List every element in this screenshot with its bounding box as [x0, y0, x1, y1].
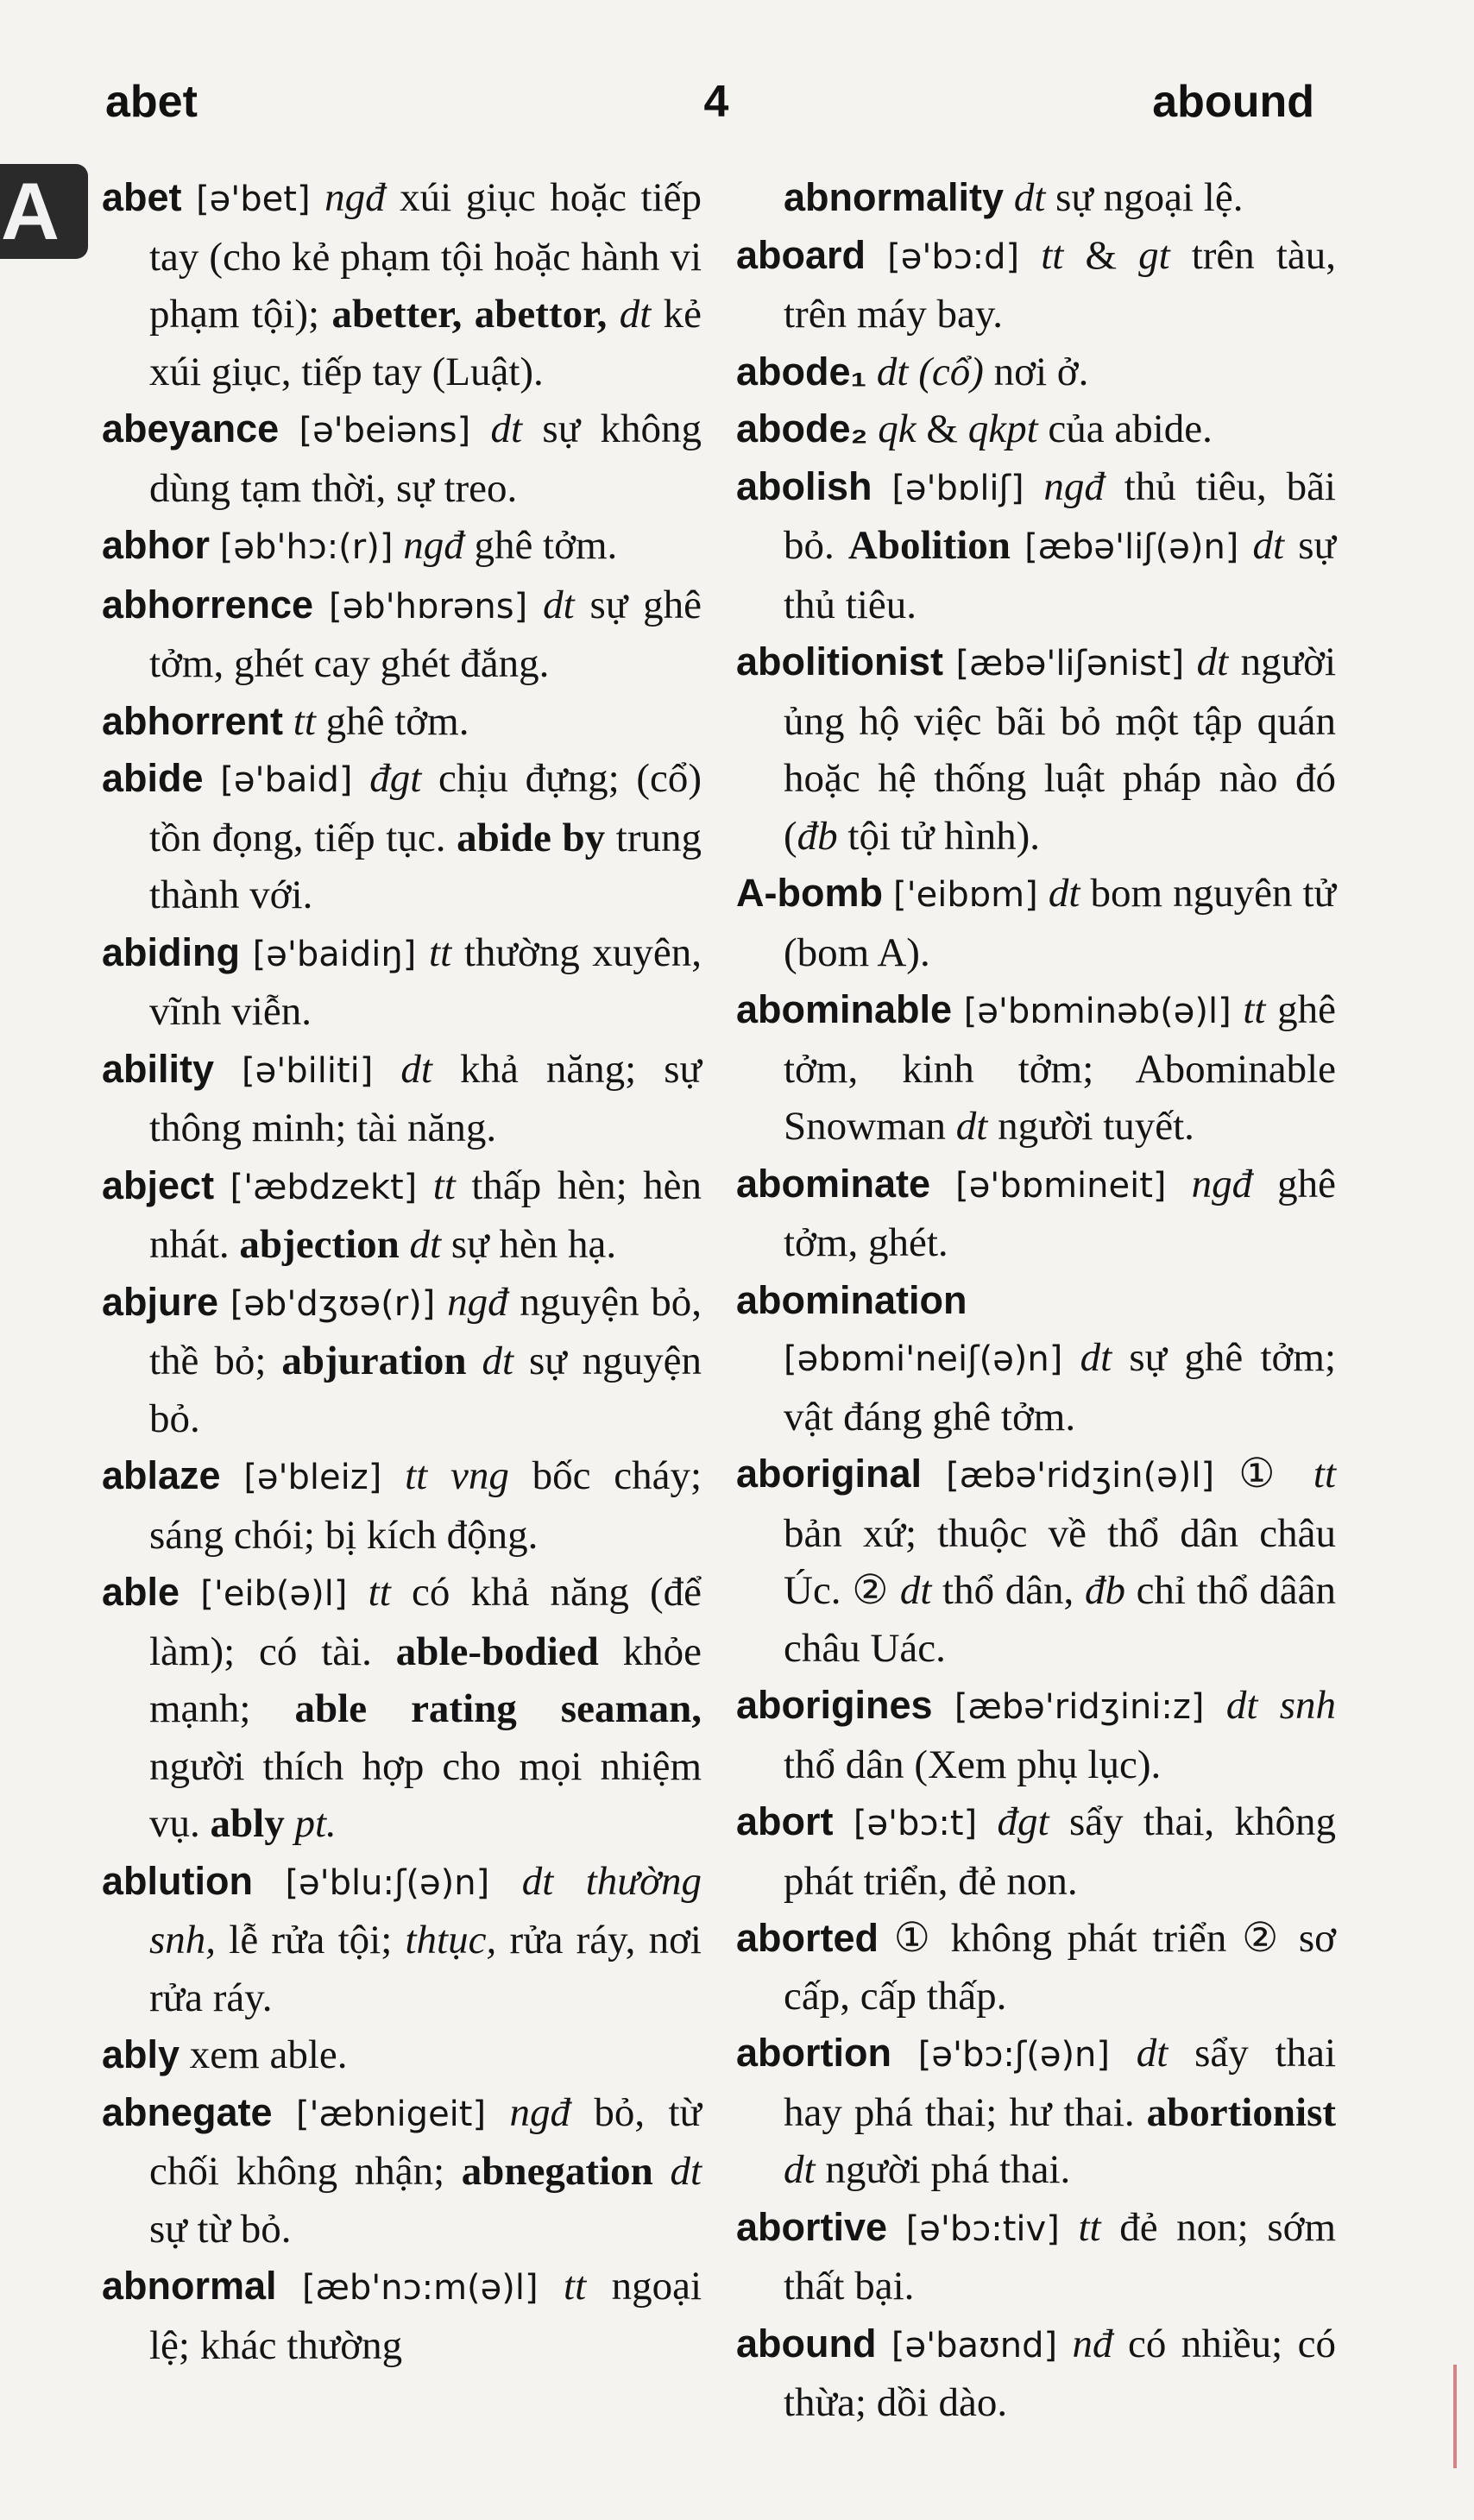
dictionary-entry [102, 2026, 702, 2084]
pronunciation: [æbə'liʃ(ə)n] [1024, 527, 1239, 567]
part-of-speech: đgt [997, 1799, 1049, 1844]
headword: ablution [102, 1858, 253, 1903]
headword: aborigines [736, 1683, 933, 1727]
pronunciation: [əb'dʒʊə(r)] [230, 1283, 436, 1324]
pronunciation: [ə'bɔ:t] [853, 1804, 978, 1843]
part-of-speech: đgt [369, 756, 422, 801]
part-of-speech: dt [543, 582, 575, 627]
dictionary-entry [736, 1272, 1336, 1446]
pronunciation: [ə'bɔ:tiv] [905, 2208, 1060, 2249]
dictionary-entry [736, 1910, 1336, 2025]
headword: ablaze [102, 1453, 221, 1497]
part-of-speech: nđ [1072, 2321, 1113, 2366]
pronunciation: ['eib(ə)l] [200, 1574, 348, 1614]
definition: sự không dùng tạm thời, sự treo. [149, 406, 702, 511]
part-of-speech: dt [521, 1858, 554, 1904]
sense-number: ② [1242, 1916, 1284, 1961]
headword: abound [736, 2321, 877, 2366]
definition: sự thủ tiêu. [784, 523, 1337, 627]
headword: abjure [102, 1279, 219, 1324]
dictionary-entry [102, 1274, 702, 1448]
sub-headword: abortionist [1146, 2089, 1337, 2135]
ampersand: & [926, 406, 958, 451]
pronunciation: [əbɒmi'neiʃ(ə)n] [784, 1339, 1063, 1379]
part-of-speech: tt [1041, 232, 1064, 278]
definition: thường xuyên, vĩnh viễn. [149, 929, 702, 1034]
dictionary-entry [102, 2084, 702, 2259]
definition: sẩy thai hay phá thai; hư thai. [784, 2031, 1336, 2135]
usage-label: vng [450, 1453, 509, 1498]
usage-label: thtục, [405, 1918, 497, 1962]
dictionary-entry [102, 693, 702, 751]
headword: able [102, 1570, 180, 1614]
headword: abhor [102, 523, 211, 567]
dictionary-entry [736, 1793, 1336, 1910]
definition: sự ghê tởm; vật đáng ghê tởm. [784, 1335, 1337, 1440]
definition: người phá thai. [825, 2147, 1071, 2192]
headword: abort [736, 1799, 834, 1843]
part-of-speech: dt [1196, 639, 1229, 684]
dictionary-entry [102, 517, 702, 576]
part-of-speech: dt [670, 2149, 702, 2194]
headword: aboard [736, 232, 866, 277]
definition: thủ tiêu, bãi bỏ. [784, 463, 1336, 568]
headword: abet [102, 175, 182, 219]
part-of-speech: dt [784, 2147, 816, 2192]
definition: ghê tởm, kinh tởm; Abominable Snowman [784, 987, 1336, 1149]
left-column [102, 169, 702, 2374]
definition: ngoại lệ; khác thường [149, 2264, 702, 2368]
pronunciation: [ə'bɔ:d] [887, 236, 1020, 277]
dictionary-entry [736, 343, 1336, 401]
part-of-speech: ngđ [403, 523, 464, 568]
definition: chịu đựng; (cổ) tồn đọng, tiếp tục. [149, 756, 702, 860]
definition: người thích hợp cho mọi nhiệm vụ. [149, 1743, 702, 1846]
definition: sẩy thai, không phát triển, đẻ non. [784, 1799, 1336, 1904]
pronunciation: [æbə'liʃənist] [955, 644, 1185, 684]
definition: người ủng hộ việc bãi bỏ một tập quán hoặc hệ thống luật pháp nào đó ( [784, 639, 1337, 859]
headword: abject [102, 1162, 215, 1207]
definition: bản xứ; thuộc về thổ dân châu Úc. [784, 1510, 1336, 1613]
definition: sự nguyện bỏ. [149, 1339, 702, 1441]
definition: thổ dân, [942, 1568, 1074, 1613]
dictionary-entry [736, 2315, 1336, 2432]
headword: abode₁ [736, 349, 867, 394]
part-of-speech: pt. [294, 1801, 337, 1846]
definition: tội tử hình). [847, 813, 1041, 859]
pronunciation: [ə'baidiŋ] [252, 934, 417, 974]
pronunciation: [ə'bleiz] [243, 1458, 382, 1497]
headword: abeyance [102, 406, 280, 450]
usage-label: thường snh, [149, 1858, 702, 1962]
dictionary-entry [736, 458, 1336, 634]
definition: có nhiều; có thừa; dồi dào. [784, 2321, 1337, 2425]
pronunciation: [ə'bet] [196, 180, 311, 219]
usage-label: đb [1084, 1568, 1125, 1613]
pronunciation: [ə'bɔ:ʃ(ə)n] [917, 2035, 1111, 2075]
part-of-speech: ngđ [509, 2089, 570, 2135]
sub-headword: able-bodied [395, 1629, 599, 1674]
part-of-speech: dt [400, 1046, 432, 1092]
definition: chỉ thổ dâân châu Uác. [784, 1568, 1337, 1671]
definition: có khả năng (để làm); có tài. [149, 1570, 702, 1674]
pronunciation: [ə'biliti] [242, 1050, 374, 1091]
definition: ghê tởm. [474, 523, 618, 568]
pronunciation: ['æbnigeit] [295, 2094, 487, 2134]
dictionary-entry [102, 1447, 702, 1564]
pronunciation: [ə'bɒminəb(ə)l] [963, 992, 1231, 1031]
sub-headword: abjection [239, 1222, 400, 1267]
part-of-speech: dt [409, 1222, 442, 1267]
part-of-speech: tt [405, 1453, 428, 1498]
headword: aboriginal [736, 1452, 923, 1496]
part-of-speech: tt [1313, 1452, 1337, 1496]
right-column [736, 169, 1336, 2432]
sub-headword: ably [210, 1801, 285, 1846]
dictionary-entry [102, 1853, 702, 2027]
headword: abiding [102, 929, 240, 974]
dictionary-entry [102, 750, 702, 924]
part-of-speech: qkpt [967, 406, 1038, 451]
pronunciation: [ə'blu:ʃ(ə)n] [285, 1862, 490, 1903]
headword: abominate [736, 1161, 931, 1206]
letter-thumb-tab [0, 164, 88, 259]
sub-headword: abnegation [461, 2149, 653, 2194]
dictionary-entry [736, 2199, 1336, 2315]
headword: ability [102, 1046, 215, 1091]
part-of-speech: dt [1048, 871, 1080, 916]
headword: abomination [736, 1277, 967, 1322]
part-of-speech: ngđ [1191, 1161, 1253, 1206]
headword: abortive [736, 2204, 888, 2249]
definition: xúi giục hoặc tiếp tay (cho kẻ phạm tội hoặc hành vi phạm tội); [149, 175, 702, 337]
thumb-tab-letter: A [1, 166, 60, 256]
pronunciation: [ə'baid] [220, 760, 353, 800]
dictionary-entry [736, 227, 1336, 343]
headword: abhorrent [102, 698, 284, 743]
part-of-speech: dt [899, 1568, 932, 1613]
page-edge-mark [1453, 2365, 1457, 2468]
dictionary-entry [736, 2025, 1336, 2199]
pronunciation: [ə'bɒliʃ] [891, 468, 1024, 508]
definition: bốc cháy; sáng chói; bị kích động. [149, 1453, 702, 1558]
dictionary-entry [102, 2258, 702, 2374]
dictionary-entry [102, 169, 702, 400]
part-of-speech: tt [293, 698, 316, 744]
part-of-speech: dt [1136, 2031, 1168, 2076]
headword: aborted [736, 1916, 879, 1960]
definition: xem able. [189, 2032, 348, 2077]
pronunciation: [ə'bɒmineit] [955, 1165, 1167, 1206]
pronunciation: [æbə'ridʒin(ə)l] [946, 1456, 1215, 1496]
definition: sự hèn hạ. [450, 1222, 617, 1267]
headword: abolish [736, 463, 872, 508]
part-of-speech: dt [619, 292, 652, 337]
part-of-speech: ngđ [1043, 463, 1105, 509]
dictionary-entry [102, 400, 702, 517]
definition: rửa ráy, nơi rửa ráy. [149, 1918, 702, 2020]
dictionary-entry [736, 633, 1336, 865]
definition: nơi ở. [993, 349, 1089, 394]
sub-headword: abide by [457, 815, 606, 860]
definition: bỏ, từ chối không nhận; [149, 2089, 702, 2194]
pronunciation: [əb'hɒrəns] [328, 586, 528, 627]
definition: bom nguyên tử (bom A). [784, 871, 1337, 975]
part-of-speech: dt [1252, 523, 1285, 568]
headword: abnegate [102, 2089, 273, 2134]
pronunciation: [əb'hɔ:(r)] [219, 527, 394, 567]
left-guide-word: abet [105, 77, 198, 127]
sub-headword: abjuration [281, 1339, 467, 1383]
definition: trên tàu, trên máy bay. [784, 232, 1337, 337]
dictionary-entry [102, 1041, 702, 1157]
dictionary-entry [102, 576, 702, 693]
page-header [0, 67, 1474, 136]
part-of-speech: dt [482, 1339, 513, 1383]
part-of-speech: tt [432, 1162, 456, 1208]
part-of-speech: gt [1138, 232, 1170, 278]
right-guide-word: abound [1152, 77, 1314, 127]
definition: sự ghê tởm, ghét cay ghét đắng. [149, 582, 702, 686]
part-of-speech: dt [490, 406, 523, 451]
pronunciation: [æbə'ridʒini:z] [954, 1687, 1205, 1727]
sense-number: ① [893, 1916, 935, 1961]
dictionary-entry [736, 1156, 1336, 1272]
definition: sự ngoại lệ. [1055, 175, 1244, 220]
dictionary-entry [736, 1446, 1336, 1677]
part-of-speech: qk [878, 406, 917, 451]
definition: thấp hèn; hèn nhát. [149, 1162, 702, 1267]
page-number: 4 [703, 77, 729, 127]
definition: nguyện bỏ, thề bỏ; [149, 1279, 702, 1383]
definition: ghê tởm, ghét. [784, 1161, 1336, 1265]
definition: khả năng; sự thông minh; tài năng. [149, 1046, 702, 1150]
part-of-speech: dt [1225, 1683, 1258, 1728]
definition: thổ dân (Xem phụ lục). [784, 1742, 1162, 1787]
headword: ably [102, 2032, 180, 2076]
usage-label: đb [797, 813, 838, 859]
definition: sự từ bỏ. [149, 2206, 292, 2252]
part-of-speech: tt [1078, 2204, 1101, 2250]
headword: abortion [736, 2031, 891, 2075]
definition: không phát triển [950, 1916, 1227, 1961]
definition: sơ cấp, cấp thấp. [784, 1916, 1336, 2019]
dictionary-entry [102, 1564, 702, 1853]
sub-headword: able rating seaman, [294, 1686, 702, 1731]
definition: lễ rửa tội; [229, 1918, 393, 1962]
part-of-speech: tt [429, 929, 452, 975]
definition: của abide. [1048, 406, 1213, 451]
sub-headword: abetter, abettor, [331, 292, 608, 337]
headword: abolitionist [736, 639, 943, 684]
dictionary-entry [736, 981, 1336, 1156]
ampersand: & [1085, 232, 1117, 278]
definition: đẻ non; sớm thất bại. [784, 2204, 1337, 2309]
headword: abide [102, 756, 204, 800]
sense-number: ① [1238, 1452, 1289, 1496]
part-of-speech: dt [1080, 1335, 1112, 1380]
dictionary-entry [736, 169, 1336, 227]
dictionary-entry [736, 865, 1336, 981]
dictionary-entry [102, 1157, 702, 1274]
pronunciation: ['æbdzekt] [230, 1167, 418, 1207]
part-of-speech: snh [1279, 1683, 1336, 1728]
definition: khỏe mạnh; [149, 1629, 702, 1731]
part-of-speech: tt [564, 2264, 587, 2309]
part-of-speech: dt (cổ) [876, 349, 984, 394]
part-of-speech: dt [1013, 175, 1046, 220]
pronunciation: [æb'nɔ:m(ə)l] [302, 2268, 539, 2308]
headword: abominable [736, 987, 953, 1031]
definition: người tuyết. [998, 1104, 1194, 1149]
part-of-speech: dt [955, 1104, 988, 1149]
pronunciation: ['eibɒm] [893, 875, 1038, 915]
pronunciation: [ə'beiəns] [299, 411, 471, 450]
headword: A-bomb [736, 871, 883, 915]
dictionary-entry [736, 400, 1336, 458]
definition: ghê tởm. [325, 698, 469, 744]
sub-headword: Abolition [847, 523, 1011, 568]
headword: abnormality [784, 175, 1005, 219]
headword: abhorrence [102, 582, 314, 627]
part-of-speech: ngđ [324, 175, 386, 220]
definition: trung thành với. [149, 815, 702, 917]
part-of-speech: ngđ [447, 1279, 508, 1325]
sense-number: ② [852, 1568, 890, 1613]
definition: kẻ xúi giục, tiếp tay (Luật). [149, 292, 702, 394]
part-of-speech: tt [368, 1570, 391, 1615]
pronunciation: [ə'baʊnd] [891, 2325, 1058, 2366]
dictionary-entry [736, 1677, 1336, 1793]
headword: abode₂ [736, 406, 868, 450]
part-of-speech: tt [1243, 987, 1266, 1032]
headword: abnormal [102, 2264, 277, 2308]
dictionary-entry [102, 924, 702, 1041]
